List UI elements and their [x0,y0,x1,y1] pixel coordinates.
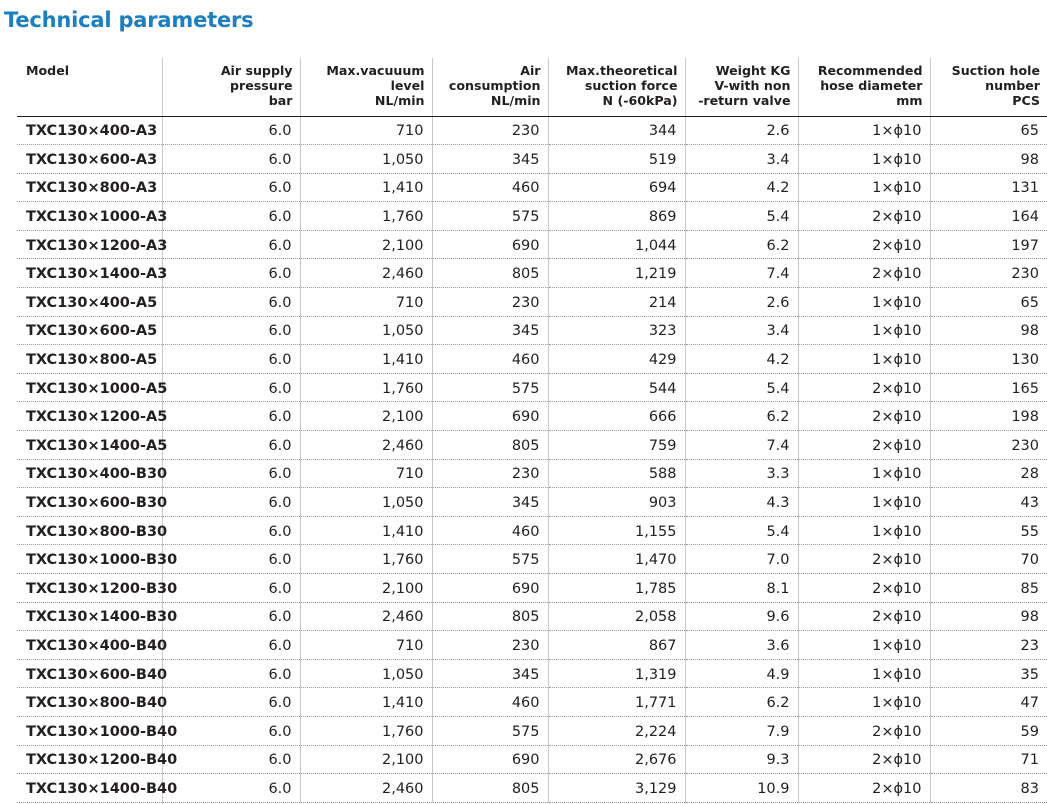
table-row [17,574,1047,603]
cell-max-vacuum-level: 2,100 [300,230,432,259]
cell-air-consumption: 690 [432,230,548,259]
cell-air-supply-pressure: 6.0 [162,602,300,631]
table-row [17,774,1047,803]
cell-suction-hole-number: 47 [930,688,1047,717]
cell-max-vacuum-level: 2,460 [300,774,432,803]
cell-suction-hole-number: 70 [930,545,1047,574]
cell-max-vacuum-level: 710 [300,631,432,660]
cell-weight: 3.4 [685,316,798,345]
cell-weight: 7.0 [685,545,798,574]
cell-weight: 5.4 [685,202,798,231]
cell-weight: 10.9 [685,774,798,803]
cell-air-consumption: 230 [432,459,548,488]
header-row [17,58,1047,116]
cell-weight: 2.6 [685,288,798,317]
table-row [17,345,1047,374]
table-row [17,230,1047,259]
table-row [17,145,1047,174]
column-header-line: Max.theoretical [566,63,678,78]
table-row [17,545,1047,574]
cell-suction-hole-number: 71 [930,745,1047,774]
column-header-line: mm [896,93,923,108]
column-header-max-theoretical-suction-force [548,58,685,116]
cell-suction-hole-number: 35 [930,659,1047,688]
cell-max-vacuum-level: 1,050 [300,316,432,345]
column-header-line: V-with non [714,78,791,93]
column-header-line: bar [268,93,293,108]
cell-air-supply-pressure: 6.0 [162,145,300,174]
cell-recommended-hose-diameter: 2×ϕ10 [798,402,930,431]
cell-suction-hole-number: 65 [930,288,1047,317]
model-cell: TXC130×1000-A5 [17,373,162,402]
cell-air-supply-pressure: 6.0 [162,488,300,517]
column-header-line: PCS [1012,93,1040,108]
cell-air-supply-pressure: 6.0 [162,402,300,431]
cell-max-vacuum-level: 2,100 [300,745,432,774]
model-cell: TXC130×400-B40 [17,631,162,660]
model-cell: TXC130×600-B40 [17,659,162,688]
cell-recommended-hose-diameter: 1×ϕ10 [798,288,930,317]
cell-max-theoretical-suction-force: 1,219 [548,259,685,288]
model-cell: TXC130×1200-B30 [17,574,162,603]
cell-suction-hole-number: 165 [930,373,1047,402]
cell-weight: 4.2 [685,173,798,202]
column-header-line: Recommended [817,63,923,78]
table-row [17,659,1047,688]
column-header-line: Model [26,63,70,78]
table-row [17,402,1047,431]
cell-weight: 4.9 [685,659,798,688]
cell-max-theoretical-suction-force: 544 [548,373,685,402]
cell-suction-hole-number: 59 [930,716,1047,745]
cell-suction-hole-number: 23 [930,631,1047,660]
cell-air-consumption: 805 [432,259,548,288]
cell-max-theoretical-suction-force: 759 [548,431,685,460]
cell-max-theoretical-suction-force: 429 [548,345,685,374]
cell-suction-hole-number: 197 [930,230,1047,259]
cell-suction-hole-number: 131 [930,173,1047,202]
cell-air-consumption: 460 [432,345,548,374]
model-cell: TXC130×1400-A3 [17,259,162,288]
technical-parameters-table [17,58,1047,803]
table-header [17,58,1047,116]
column-header-air-supply-pressure [162,58,300,116]
cell-max-vacuum-level: 2,460 [300,259,432,288]
cell-air-supply-pressure: 6.0 [162,373,300,402]
cell-recommended-hose-diameter: 1×ϕ10 [798,116,930,145]
cell-weight: 7.9 [685,716,798,745]
cell-air-supply-pressure: 6.0 [162,459,300,488]
table-row [17,288,1047,317]
column-header-line: suction force [584,78,678,93]
column-header-suction-hole-number [930,58,1047,116]
cell-max-theoretical-suction-force: 2,224 [548,716,685,745]
cell-air-consumption: 575 [432,202,548,231]
cell-max-theoretical-suction-force: 2,058 [548,602,685,631]
cell-air-supply-pressure: 6.0 [162,516,300,545]
column-header-line: Suction hole [951,63,1040,78]
cell-max-vacuum-level: 1,760 [300,202,432,231]
cell-air-supply-pressure: 6.0 [162,659,300,688]
cell-weight: 3.4 [685,145,798,174]
cell-weight: 3.6 [685,631,798,660]
cell-air-supply-pressure: 6.0 [162,316,300,345]
cell-suction-hole-number: 230 [930,431,1047,460]
cell-air-supply-pressure: 6.0 [162,774,300,803]
cell-suction-hole-number: 164 [930,202,1047,231]
cell-max-vacuum-level: 1,760 [300,545,432,574]
table-row [17,259,1047,288]
cell-max-theoretical-suction-force: 519 [548,145,685,174]
cell-recommended-hose-diameter: 1×ϕ10 [798,345,930,374]
cell-air-supply-pressure: 6.0 [162,545,300,574]
table-row [17,316,1047,345]
cell-weight: 7.4 [685,259,798,288]
table-row [17,431,1047,460]
table-row [17,602,1047,631]
cell-recommended-hose-diameter: 1×ϕ10 [798,631,930,660]
cell-recommended-hose-diameter: 2×ϕ10 [798,745,930,774]
cell-max-theoretical-suction-force: 1,319 [548,659,685,688]
cell-suction-hole-number: 198 [930,402,1047,431]
cell-recommended-hose-diameter: 2×ϕ10 [798,259,930,288]
cell-air-supply-pressure: 6.0 [162,116,300,145]
cell-recommended-hose-diameter: 2×ϕ10 [798,373,930,402]
table-row [17,516,1047,545]
cell-max-theoretical-suction-force: 1,155 [548,516,685,545]
column-header-line: level [390,78,425,93]
cell-max-theoretical-suction-force: 1,044 [548,230,685,259]
cell-air-consumption: 460 [432,688,548,717]
cell-max-theoretical-suction-force: 323 [548,316,685,345]
cell-air-consumption: 690 [432,574,548,603]
model-cell: TXC130×1200-B40 [17,745,162,774]
cell-suction-hole-number: 98 [930,145,1047,174]
cell-max-theoretical-suction-force: 1,470 [548,545,685,574]
cell-recommended-hose-diameter: 2×ϕ10 [798,716,930,745]
model-cell: TXC130×600-B30 [17,488,162,517]
cell-air-supply-pressure: 6.0 [162,288,300,317]
cell-weight: 9.3 [685,745,798,774]
cell-recommended-hose-diameter: 2×ϕ10 [798,431,930,460]
cell-max-theoretical-suction-force: 214 [548,288,685,317]
cell-weight: 6.2 [685,230,798,259]
model-cell: TXC130×1000-B30 [17,545,162,574]
cell-max-vacuum-level: 710 [300,459,432,488]
table-row [17,745,1047,774]
cell-max-vacuum-level: 1,410 [300,345,432,374]
model-cell: TXC130×400-B30 [17,459,162,488]
cell-air-consumption: 345 [432,488,548,517]
cell-air-supply-pressure: 6.0 [162,716,300,745]
cell-max-vacuum-level: 1,050 [300,659,432,688]
cell-air-consumption: 575 [432,716,548,745]
cell-max-theoretical-suction-force: 666 [548,402,685,431]
cell-recommended-hose-diameter: 1×ϕ10 [798,688,930,717]
cell-air-supply-pressure: 6.0 [162,230,300,259]
cell-suction-hole-number: 98 [930,602,1047,631]
cell-recommended-hose-diameter: 2×ϕ10 [798,602,930,631]
model-cell: TXC130×800-B40 [17,688,162,717]
cell-max-vacuum-level: 2,100 [300,574,432,603]
model-cell: TXC130×800-A5 [17,345,162,374]
cell-max-theoretical-suction-force: 344 [548,116,685,145]
cell-suction-hole-number: 28 [930,459,1047,488]
cell-max-vacuum-level: 710 [300,288,432,317]
cell-air-supply-pressure: 6.0 [162,345,300,374]
cell-recommended-hose-diameter: 2×ϕ10 [798,230,930,259]
model-cell: TXC130×600-A5 [17,316,162,345]
column-header-line: NL/min [490,93,541,108]
cell-recommended-hose-diameter: 1×ϕ10 [798,316,930,345]
cell-air-supply-pressure: 6.0 [162,745,300,774]
cell-max-vacuum-level: 1,410 [300,688,432,717]
table-row [17,631,1047,660]
cell-air-supply-pressure: 6.0 [162,431,300,460]
model-cell: TXC130×1000-B40 [17,716,162,745]
cell-max-vacuum-level: 1,050 [300,488,432,517]
cell-max-vacuum-level: 2,460 [300,431,432,460]
cell-max-vacuum-level: 1,050 [300,145,432,174]
cell-weight: 6.2 [685,402,798,431]
cell-recommended-hose-diameter: 2×ϕ10 [798,545,930,574]
column-header-max-vacuum-level [300,58,432,116]
cell-recommended-hose-diameter: 2×ϕ10 [798,774,930,803]
page-title: Technical parameters [4,8,254,32]
cell-air-consumption: 805 [432,431,548,460]
column-header-line: hose diameter [820,78,923,93]
cell-weight: 5.4 [685,373,798,402]
cell-max-theoretical-suction-force: 903 [548,488,685,517]
cell-air-consumption: 575 [432,373,548,402]
table-row [17,459,1047,488]
cell-recommended-hose-diameter: 1×ϕ10 [798,488,930,517]
cell-max-vacuum-level: 2,460 [300,602,432,631]
table-row [17,173,1047,202]
column-header-line: Air [520,63,541,78]
cell-max-vacuum-level: 1,760 [300,716,432,745]
table-row [17,202,1047,231]
cell-max-vacuum-level: 1,760 [300,373,432,402]
cell-recommended-hose-diameter: 2×ϕ10 [798,202,930,231]
cell-air-supply-pressure: 6.0 [162,202,300,231]
table-row [17,373,1047,402]
cell-air-supply-pressure: 6.0 [162,574,300,603]
cell-suction-hole-number: 98 [930,316,1047,345]
cell-air-supply-pressure: 6.0 [162,688,300,717]
model-cell: TXC130×800-A3 [17,173,162,202]
cell-weight: 8.1 [685,574,798,603]
cell-weight: 4.3 [685,488,798,517]
cell-recommended-hose-diameter: 1×ϕ10 [798,459,930,488]
cell-suction-hole-number: 65 [930,116,1047,145]
cell-recommended-hose-diameter: 1×ϕ10 [798,173,930,202]
model-cell: TXC130×1400-A5 [17,431,162,460]
model-cell: TXC130×1200-A3 [17,230,162,259]
cell-recommended-hose-diameter: 1×ϕ10 [798,659,930,688]
cell-suction-hole-number: 85 [930,574,1047,603]
cell-air-consumption: 230 [432,288,548,317]
column-header-model [17,58,162,116]
cell-air-consumption: 805 [432,774,548,803]
cell-suction-hole-number: 230 [930,259,1047,288]
table-row [17,488,1047,517]
cell-air-consumption: 805 [432,602,548,631]
column-header-recommended-hose-diameter [798,58,930,116]
cell-max-theoretical-suction-force: 867 [548,631,685,660]
cell-max-theoretical-suction-force: 2,676 [548,745,685,774]
cell-max-theoretical-suction-force: 694 [548,173,685,202]
column-header-line: Weight KG [715,63,791,78]
column-header-line: number [985,78,1040,93]
column-header-weight [685,58,798,116]
table-row [17,688,1047,717]
cell-recommended-hose-diameter: 1×ϕ10 [798,516,930,545]
model-cell: TXC130×1200-A5 [17,402,162,431]
cell-air-consumption: 230 [432,116,548,145]
cell-weight: 3.3 [685,459,798,488]
model-cell: TXC130×800-B30 [17,516,162,545]
cell-air-consumption: 345 [432,145,548,174]
cell-suction-hole-number: 55 [930,516,1047,545]
model-cell: TXC130×1400-B40 [17,774,162,803]
column-header-line: Air supply [220,63,293,78]
cell-max-theoretical-suction-force: 3,129 [548,774,685,803]
cell-air-consumption: 460 [432,173,548,202]
model-cell: TXC130×400-A3 [17,116,162,145]
table-body [17,116,1047,802]
model-cell: TXC130×600-A3 [17,145,162,174]
column-header-line: NL/min [374,93,425,108]
cell-air-consumption: 345 [432,316,548,345]
column-header-line: consumption [448,78,541,93]
cell-max-theoretical-suction-force: 1,771 [548,688,685,717]
column-header-line: N (-60kPa) [602,93,678,108]
cell-max-vacuum-level: 1,410 [300,173,432,202]
cell-suction-hole-number: 43 [930,488,1047,517]
cell-air-supply-pressure: 6.0 [162,259,300,288]
cell-weight: 5.4 [685,516,798,545]
table-row [17,116,1047,145]
cell-max-vacuum-level: 2,100 [300,402,432,431]
cell-recommended-hose-diameter: 1×ϕ10 [798,145,930,174]
cell-weight: 7.4 [685,431,798,460]
table-row [17,716,1047,745]
column-header-line: Max.vacuuum [326,63,425,78]
cell-air-consumption: 575 [432,545,548,574]
cell-air-consumption: 230 [432,631,548,660]
column-header-line: pressure [230,78,293,93]
cell-max-theoretical-suction-force: 869 [548,202,685,231]
cell-recommended-hose-diameter: 2×ϕ10 [798,574,930,603]
column-header-air-consumption [432,58,548,116]
cell-weight: 9.6 [685,602,798,631]
cell-weight: 2.6 [685,116,798,145]
cell-suction-hole-number: 83 [930,774,1047,803]
cell-max-theoretical-suction-force: 588 [548,459,685,488]
cell-air-consumption: 460 [432,516,548,545]
cell-air-supply-pressure: 6.0 [162,173,300,202]
model-cell: TXC130×1000-A3 [17,202,162,231]
cell-air-consumption: 345 [432,659,548,688]
cell-suction-hole-number: 130 [930,345,1047,374]
cell-max-vacuum-level: 1,410 [300,516,432,545]
cell-max-theoretical-suction-force: 1,785 [548,574,685,603]
cell-weight: 4.2 [685,345,798,374]
cell-air-supply-pressure: 6.0 [162,631,300,660]
cell-air-consumption: 690 [432,745,548,774]
column-header-line: -return valve [698,93,791,108]
model-cell: TXC130×1400-B30 [17,602,162,631]
cell-air-consumption: 690 [432,402,548,431]
cell-max-vacuum-level: 710 [300,116,432,145]
model-cell: TXC130×400-A5 [17,288,162,317]
cell-weight: 6.2 [685,688,798,717]
